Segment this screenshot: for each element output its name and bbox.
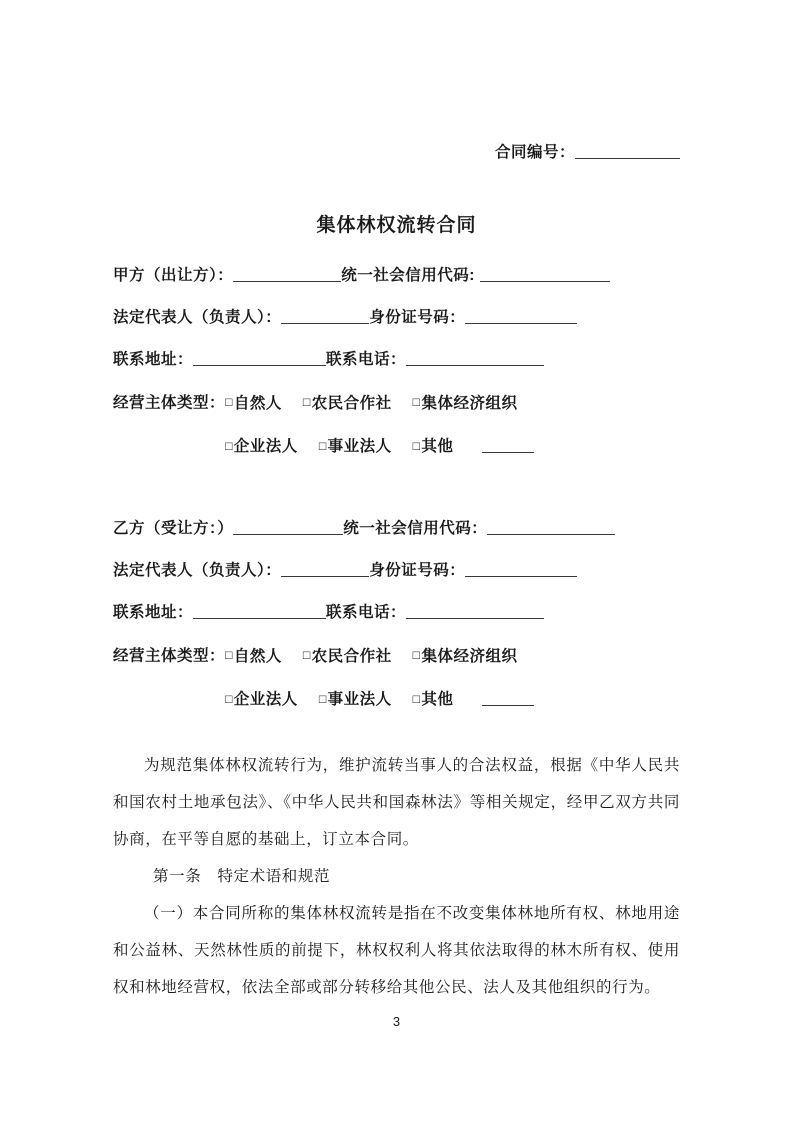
contract-no-label: 合同编号： bbox=[494, 144, 575, 161]
party-a-option-other bbox=[413, 438, 454, 455]
option-label: 自然人 bbox=[233, 647, 282, 665]
party-b-option-enterprise-legal-person bbox=[225, 691, 298, 708]
party-b-entity-type-label: 经营主体类型： bbox=[113, 647, 226, 665]
checkbox-icon: □ bbox=[225, 691, 233, 706]
party-b-entity-type-line-2 bbox=[113, 678, 680, 722]
party-b-legal-rep-line bbox=[113, 550, 680, 592]
party-a-option-institution-legal-person bbox=[319, 438, 392, 455]
option-label: 企业法人 bbox=[233, 691, 298, 708]
party-b-address-label: 联系地址： bbox=[113, 604, 194, 621]
party-a-name-line bbox=[113, 255, 680, 297]
party-b-address-blank bbox=[193, 603, 326, 619]
party-a-legal-rep-label: 法定代表人（负责人）： bbox=[113, 309, 282, 326]
party-a-phone-blank bbox=[406, 350, 544, 366]
contract-no-blank bbox=[575, 143, 680, 159]
option-label: 其他 bbox=[421, 438, 454, 455]
party-b-credit-code-label: 统一社会信用代码： bbox=[343, 520, 488, 537]
party-a-option-collective-economic-org bbox=[413, 395, 518, 412]
checkbox-icon: □ bbox=[318, 691, 327, 706]
party-a-phone-label: 联系电话： bbox=[326, 351, 407, 368]
checkbox-icon: □ bbox=[412, 648, 421, 662]
party-a-id-number-blank bbox=[465, 308, 577, 324]
checkbox-icon: □ bbox=[225, 648, 233, 662]
option-label: 集体经济组织 bbox=[421, 647, 518, 665]
party-b-name-label: 乙方（受让方：） bbox=[113, 520, 234, 537]
checkbox-icon: □ bbox=[225, 438, 233, 453]
option-label: 农民合作社 bbox=[311, 394, 392, 412]
contract-body bbox=[113, 747, 680, 1006]
checkbox-icon: □ bbox=[412, 438, 421, 453]
option-label: 事业法人 bbox=[327, 438, 392, 455]
party-a-entity-type-line-1 bbox=[113, 381, 680, 425]
checkbox-icon: □ bbox=[302, 648, 311, 662]
party-a-id-number-label: 身份证号码： bbox=[369, 309, 466, 326]
party-b-other-blank bbox=[482, 690, 534, 706]
checkbox-icon: □ bbox=[318, 438, 327, 453]
article-1-heading: 第一条 特定术语和规范 bbox=[153, 868, 331, 885]
checkbox-icon: □ bbox=[412, 395, 421, 409]
party-a-address-label: 联系地址： bbox=[113, 351, 194, 368]
party-a-other-blank bbox=[482, 437, 534, 453]
party-a-name-label: 甲方（出让方）： bbox=[113, 267, 234, 284]
party-a-name-blank bbox=[233, 266, 341, 282]
option-label: 农民合作社 bbox=[311, 647, 392, 665]
party-b-option-natural-person bbox=[225, 648, 282, 665]
party-a-legal-rep-blank bbox=[281, 308, 369, 324]
party-b-legal-rep-blank bbox=[281, 561, 369, 577]
option-label: 其他 bbox=[421, 691, 454, 708]
party-b-option-institution-legal-person bbox=[319, 691, 392, 708]
party-b-contact-line bbox=[113, 592, 680, 634]
preamble-paragraph: 为规范集体林权流转行为，维护流转当事人的合法权益，根据《中华人民共和国农村土地承包法》、《中华人民共和国森林法》等相关规定，经甲乙双方共同协商，在平等自愿的基础上，订立本合同。 bbox=[113, 757, 680, 848]
party-b-legal-rep-label: 法定代表人（负责人）： bbox=[113, 562, 282, 579]
party-a-legal-rep-line bbox=[113, 297, 680, 339]
party-b-entity-type-line-1 bbox=[113, 634, 680, 678]
contract-no-line bbox=[113, 143, 680, 163]
checkbox-icon: □ bbox=[412, 691, 421, 706]
party-a-contact-line bbox=[113, 339, 680, 381]
party-b-id-number-blank bbox=[465, 561, 577, 577]
party-b-option-other bbox=[413, 691, 454, 708]
option-label: 集体经济组织 bbox=[421, 394, 518, 412]
party-a-credit-code-blank bbox=[480, 266, 610, 282]
party-b-credit-code-blank bbox=[487, 519, 615, 535]
party-a-credit-code-label: 统一社会信用代码: bbox=[341, 267, 475, 284]
option-label: 企业法人 bbox=[233, 438, 298, 455]
party-a-option-farmer-cooperative bbox=[303, 395, 392, 412]
party-a-entity-type-label: 经营主体类型： bbox=[113, 394, 226, 412]
option-label: 自然人 bbox=[233, 394, 282, 412]
article-1-clause-1: （一）本合同所称的集体林权流转是指在不改变集体林地所有权、林地用途和公益林、天然林性质的前提下，林权权利人将其依法取得的林木所有权、使用权和林地经营权，依法全部或部分转移给其他公民、法人及其他组织的行为。 bbox=[113, 905, 680, 996]
party-a-entity-type-line-2 bbox=[113, 425, 680, 469]
document-title: 集体林权流转合同 bbox=[316, 215, 477, 236]
party-a-address-blank bbox=[193, 350, 326, 366]
party-a-section bbox=[113, 255, 680, 468]
option-label: 事业法人 bbox=[327, 691, 392, 708]
checkbox-icon: □ bbox=[225, 395, 233, 409]
party-b-option-farmer-cooperative bbox=[303, 648, 392, 665]
party-a-option-natural-person bbox=[225, 395, 282, 412]
party-b-name-blank bbox=[233, 519, 343, 535]
party-b-id-number-label: 身份证号码： bbox=[369, 562, 466, 579]
checkbox-icon: □ bbox=[302, 395, 311, 409]
party-b-phone-blank bbox=[406, 603, 544, 619]
page-number: 3 bbox=[392, 1014, 401, 1029]
party-b-name-line bbox=[113, 508, 680, 550]
party-a-option-enterprise-legal-person bbox=[225, 438, 298, 455]
party-b-phone-label: 联系电话： bbox=[326, 604, 407, 621]
party-b-option-collective-economic-org bbox=[413, 648, 518, 665]
party-b-section bbox=[113, 508, 680, 721]
